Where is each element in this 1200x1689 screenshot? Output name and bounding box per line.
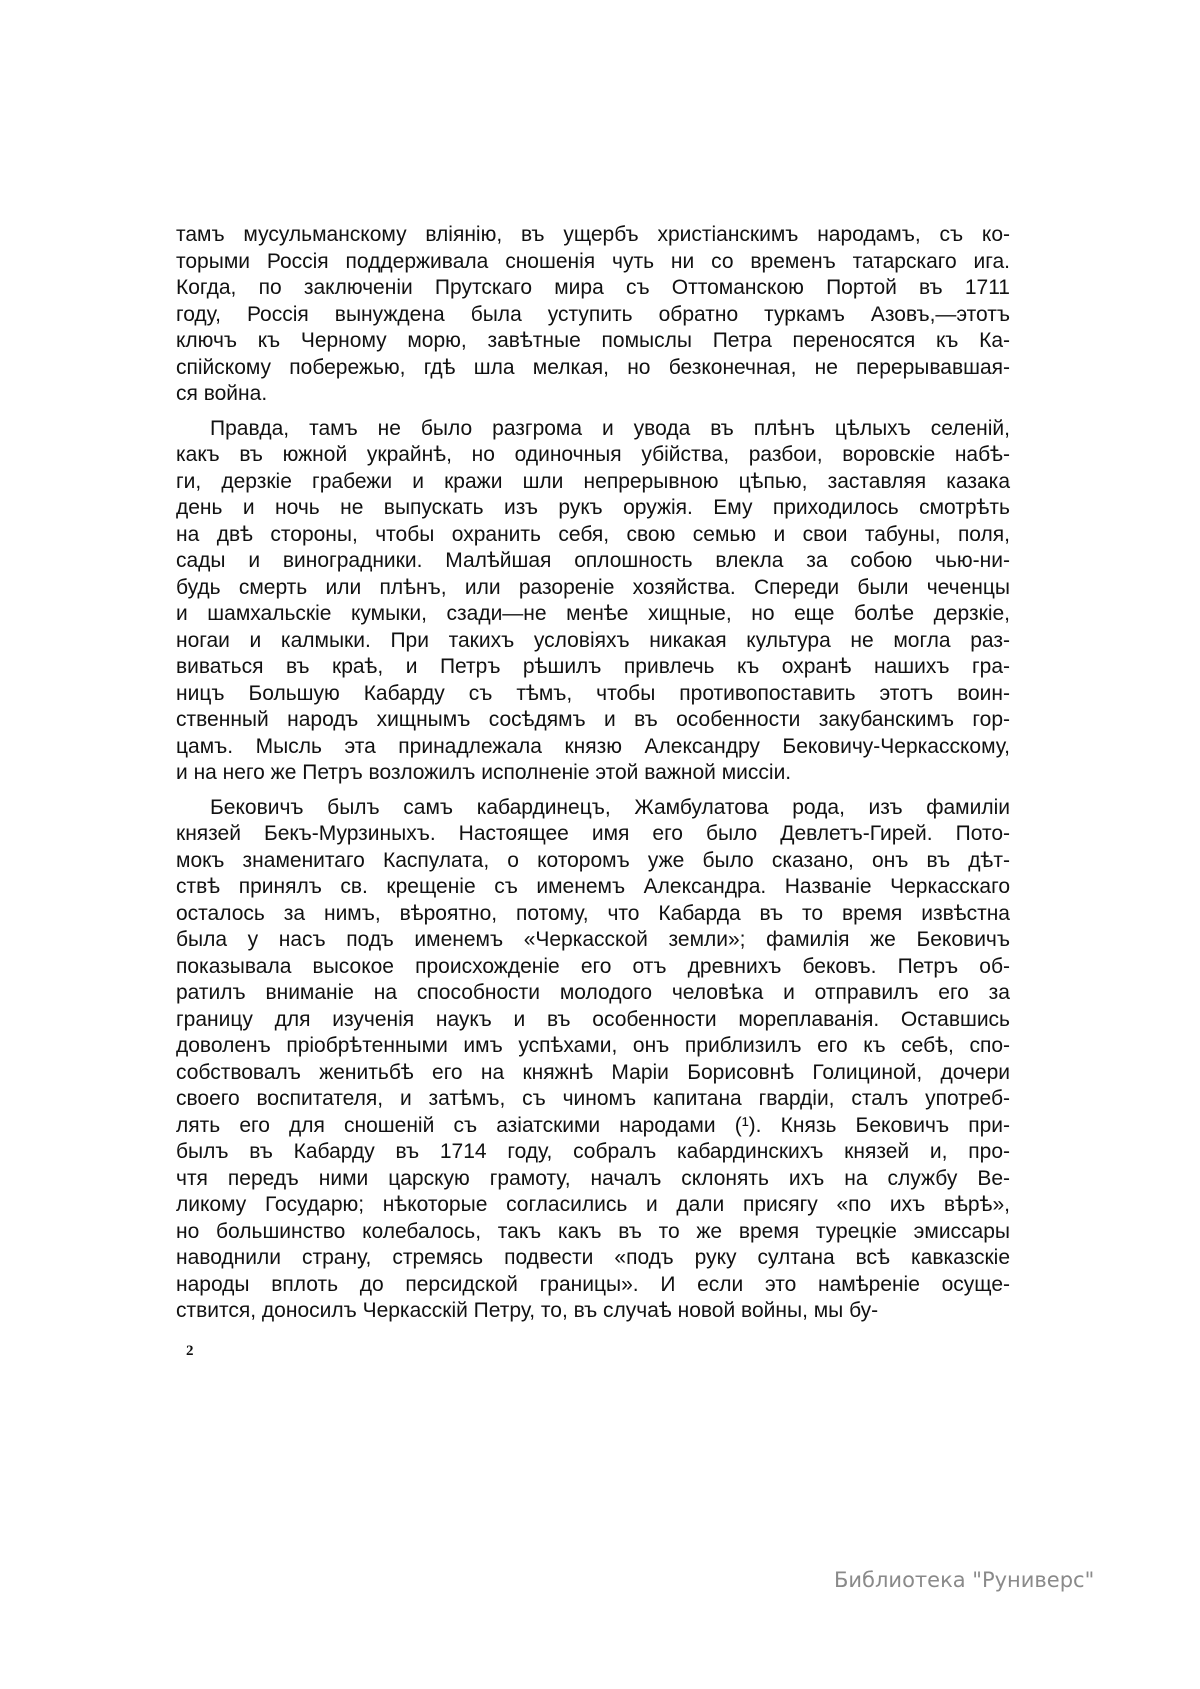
line-text: ратилъ вниманіе на способности молодого человѣка и отправилъ его за — [176, 981, 1010, 1004]
text-line — [176, 1219, 1010, 1246]
text-line — [176, 1272, 1010, 1299]
document-body — [176, 222, 1010, 1333]
text-line — [176, 795, 1010, 822]
line-text: осталось за нимъ, вѣроятно, потому, что Кабарда въ то время извѣстна — [176, 901, 1010, 925]
text-line — [176, 355, 1010, 382]
line-text: лять его для сношеній съ азіатскими народами (¹). Князь Бековичъ при- — [176, 1113, 1010, 1137]
line-text: собствовалъ женитьбѣ его на княжнѣ Маріи Борисовнѣ Голициной, дочери — [176, 1060, 1010, 1084]
text-line — [176, 416, 1010, 443]
line-text: ключъ къ Черному морю, завѣтные помыслы Петра переносятся къ Ка- — [176, 329, 1010, 352]
line-text: ницъ Большую Кабарду съ тѣмъ, чтобы противопоставить этотъ воин- — [176, 681, 1010, 705]
paragraph — [176, 416, 1010, 787]
paragraph — [176, 222, 1010, 408]
line-text: своего воспитателя, и затѣмъ, съ чиномъ капитана гвардіи, сталъ употреб- — [176, 1087, 1010, 1110]
line-text: спійскому побережью, гдѣ шла мелкая, но безконечная, не перерывавшая- — [176, 355, 1010, 379]
text-line — [176, 328, 1010, 355]
line-text: будь смерть или плѣнъ, или разореніе хозяйства. Спереди были чеченцы — [176, 575, 1010, 599]
text-line — [176, 654, 1010, 681]
text-line — [176, 1166, 1010, 1193]
line-text: какъ въ южной украйнѣ, но одиночныя убійства, разбои, воровскіе набѣ- — [176, 443, 1010, 466]
line-text: и шамхальскіе кумыки, сзади—не менѣе хищные, но еще болѣе дерзкіе, — [176, 602, 1010, 625]
text-line — [176, 275, 1010, 302]
line-text: но большинство колебалось, такъ какъ въ то же время турецкіе эмиссары — [176, 1219, 1010, 1243]
text-line — [176, 734, 1010, 761]
line-text: на двѣ стороны, чтобы охранить себя, свою семью и свои табуны, поля, — [176, 522, 1010, 546]
text-line — [176, 302, 1010, 329]
line-text: князей Бекъ-Мурзиныхъ. Настоящее имя его было Девлетъ-Гирей. Пото- — [176, 822, 1010, 845]
line-text: ственный народъ хищнымъ сосѣдямъ и въ особенности закубанскимъ гор- — [176, 708, 1010, 731]
text-line — [176, 1060, 1010, 1087]
text-line — [176, 927, 1010, 954]
text-line — [176, 575, 1010, 602]
text-line — [176, 1192, 1010, 1219]
text-line — [176, 1033, 1010, 1060]
text-line — [176, 681, 1010, 708]
line-text: торыми Россія поддерживала сношенія чуть ни со временъ татарскаго ига. — [176, 249, 1010, 273]
line-text: была у насъ подъ именемъ «Черкасской земли»; фамилія же Бековичъ — [176, 928, 1010, 951]
text-line — [176, 469, 1010, 496]
line-text: ногаи и калмыки. При такихъ условіяхъ никакая культура не могла раз- — [176, 628, 1010, 652]
text-line — [176, 222, 1010, 249]
line-text: ствѣ принялъ св. крещеніе съ именемъ Александра. Названіе Черкасскаго — [176, 875, 1010, 898]
text-line — [176, 1245, 1010, 1272]
page-number: 2 — [186, 1343, 194, 1359]
library-watermark: Библиотека "Руниверс" — [834, 1568, 1095, 1592]
line-text: ликому Государю; нѣкоторые согласились и дали присягу «по ихъ вѣрѣ», — [176, 1193, 1010, 1216]
line-text: народы вплоть до персидской границы». И если это намѣреніе осуще- — [176, 1272, 1010, 1296]
text-line — [176, 707, 1010, 734]
line-text: цамъ. Мысль эта принадлежала князю Александру Бековичу-Черкасскому, — [176, 734, 1010, 758]
line-text: году, Россія вынуждена была уступить обратно туркамъ Азовъ,—этотъ — [176, 302, 1010, 326]
line-text: тамъ мусульманскому вліянію, въ ущербъ христіанскимъ народамъ, съ ко- — [176, 223, 1010, 246]
text-line — [176, 495, 1010, 522]
line-text: былъ въ Кабарду въ 1714 году, собралъ кабардинскихъ князей и, про- — [176, 1140, 1010, 1163]
line-text: ствится, доносилъ Черкасскій Петру, то, въ случаѣ новой войны, мы бу- — [176, 1299, 879, 1322]
text-line — [176, 442, 1010, 469]
text-line — [176, 601, 1010, 628]
line-text: показывала высокое происхожденіе его отъ древнихъ бековъ. Петръ об- — [176, 954, 1010, 978]
text-line — [176, 1139, 1010, 1166]
text-line — [176, 954, 1010, 981]
line-text: ся война. — [176, 382, 268, 405]
text-line — [176, 1086, 1010, 1113]
text-line — [176, 874, 1010, 901]
line-text: чтя передъ ними царскую грамоту, началъ склонять ихъ на службу Ве- — [176, 1166, 1010, 1190]
text-line — [176, 821, 1010, 848]
line-text: Бековичъ былъ самъ кабардинецъ, Жамбулатова рода, изъ фамиліи — [210, 795, 1010, 819]
line-text: ги, дерзкіе грабежи и кражи шли непрерывною цѣпью, заставляя казака — [176, 469, 1010, 493]
line-text: виваться въ краѣ, и Петръ рѣшилъ привлечь къ охранѣ нашихъ гра- — [176, 655, 1010, 678]
text-line — [176, 760, 1010, 787]
line-text: доволенъ пріобрѣтенными имъ успѣхами, онъ приблизилъ его къ себѣ, спо- — [176, 1034, 1010, 1057]
text-line — [176, 848, 1010, 875]
line-text: сады и виноградники. Малѣйшая оплошность влекла за собою чью-ни- — [176, 549, 1010, 572]
line-text: наводнили страну, стремясь подвести «подъ руку султана всѣ кавказскіе — [176, 1246, 1010, 1269]
text-line — [176, 548, 1010, 575]
text-line — [176, 522, 1010, 549]
text-line — [176, 381, 1010, 408]
paragraph — [176, 795, 1010, 1325]
text-line — [176, 1298, 1010, 1325]
text-line — [176, 1007, 1010, 1034]
text-line — [176, 249, 1010, 276]
text-line — [176, 628, 1010, 655]
line-text: Когда, по заключеніи Прутскаго мира съ Оттоманскою Портой въ 1711 — [176, 276, 1010, 299]
text-line — [176, 980, 1010, 1007]
line-text: и на него же Петръ возложилъ исполненіе этой важной миссіи. — [176, 761, 792, 784]
line-text: границу для изученія наукъ и въ особенности мореплаванія. Оставшись — [176, 1007, 1010, 1031]
line-text: Правда, тамъ не было разгрома и увода въ плѣнъ цѣлыхъ селеній, — [210, 416, 1010, 440]
line-text: мокъ знаменитаго Каспулата, о которомъ уже было сказано, онъ въ дѣт- — [176, 848, 1010, 872]
text-line — [176, 1113, 1010, 1140]
text-line — [176, 901, 1010, 928]
line-text: день и ночь не выпускать изъ рукъ оружія. Ему приходилось смотрѣть — [176, 496, 1010, 519]
